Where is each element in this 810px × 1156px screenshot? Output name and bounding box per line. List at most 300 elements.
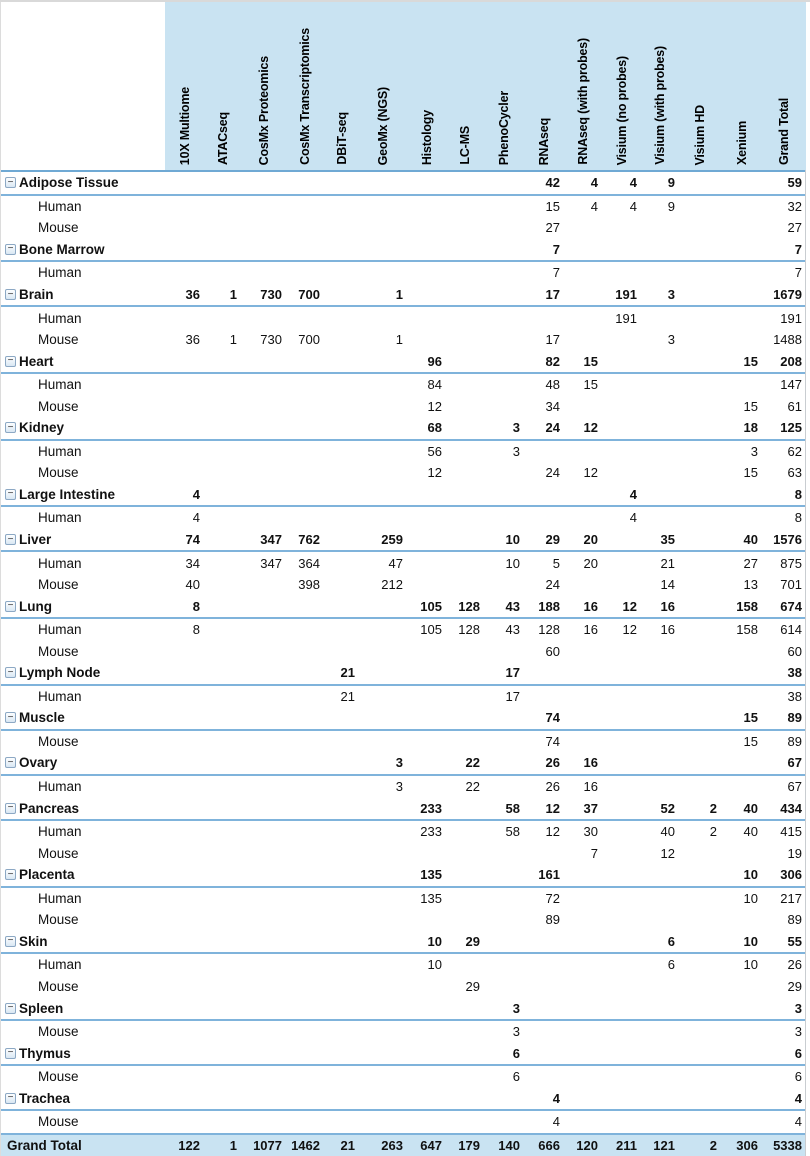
value-cell-grand-total[interactable]: 1679 <box>773 287 802 302</box>
row-label-cell[interactable] <box>1 1091 165 1106</box>
value-cell-dbit-seq[interactable]: 21 <box>340 665 355 681</box>
row-label-cell[interactable] <box>1 779 165 794</box>
column-header-rnaseq-with-probes[interactable] <box>564 2 602 170</box>
value-cell-visium-with-probes[interactable]: 21 <box>660 555 675 571</box>
table-row-human-32 <box>1 888 805 910</box>
value-cell-histology[interactable]: 233 <box>420 824 442 840</box>
row-label-cell[interactable] <box>1 801 165 816</box>
value-cell-phenocycler[interactable]: 58 <box>505 800 520 816</box>
value-cell-10x-multiome[interactable]: 34 <box>185 555 200 571</box>
value-cell-lc-ms[interactable]: 179 <box>458 1137 480 1153</box>
value-cell-phenocycler[interactable]: 3 <box>512 420 520 436</box>
value-cell-rnaseq[interactable]: 27 <box>545 220 560 236</box>
value-cell-histology[interactable]: 96 <box>427 353 442 369</box>
value-cell-xenium[interactable]: 15 <box>743 710 758 726</box>
value-cell-lc-ms[interactable]: 29 <box>465 933 480 949</box>
value-cell-grand-total[interactable]: 67 <box>787 779 802 795</box>
value-cell-grand-total[interactable]: 434 <box>780 800 802 816</box>
collapse-icon[interactable]: − <box>5 422 16 433</box>
value-cell-rnaseq[interactable]: 26 <box>545 779 560 795</box>
value-cell-cosmx-proteomics[interactable]: 730 <box>260 332 282 348</box>
value-cell-cosmx-transcriptomics[interactable]: 1462 <box>291 1137 320 1153</box>
table-row-human-9 <box>1 374 805 396</box>
collapse-icon[interactable]: − <box>5 534 16 545</box>
table-row-human-4 <box>1 262 805 284</box>
value-cell-histology[interactable]: 10 <box>427 933 442 949</box>
column-header-visium-no-probes[interactable] <box>602 2 641 170</box>
value-cell-rnaseq[interactable]: 7 <box>552 241 560 257</box>
collapse-icon[interactable]: − <box>5 757 16 768</box>
row-label-cell[interactable] <box>1 599 165 614</box>
value-cell-rnaseq-with-probes[interactable]: 16 <box>583 755 598 771</box>
value-cell-phenocycler[interactable]: 10 <box>505 555 520 571</box>
value-cell-visium-with-probes[interactable]: 12 <box>660 845 675 861</box>
value-cell-histology[interactable]: 12 <box>427 465 442 481</box>
row-label-cell[interactable] <box>1 846 165 861</box>
collapse-icon[interactable]: − <box>5 869 16 880</box>
value-cell-visium-with-probes[interactable]: 35 <box>660 532 675 548</box>
column-header-cosmx-transcriptomics[interactable] <box>286 2 324 170</box>
value-cell-grand-total[interactable]: 125 <box>780 420 802 436</box>
row-label-cell[interactable] <box>1 510 165 525</box>
value-cell-phenocycler[interactable]: 43 <box>505 598 520 614</box>
row-label-cell[interactable] <box>1 1024 165 1039</box>
table-row-skin <box>1 931 805 955</box>
row-label-cell[interactable] <box>1 332 165 347</box>
value-cell-rnaseq-with-probes[interactable]: 16 <box>583 598 598 614</box>
row-label-cell[interactable] <box>1 689 165 704</box>
column-header-visium-with-probes[interactable] <box>641 2 679 170</box>
value-cell-phenocycler[interactable]: 6 <box>512 1069 520 1085</box>
value-cell-grand-total[interactable]: 217 <box>780 890 802 906</box>
value-cell-xenium[interactable]: 13 <box>743 577 758 593</box>
value-cell-geomx-ngs[interactable]: 47 <box>388 555 403 571</box>
value-cell-rnaseq-with-probes[interactable]: 30 <box>583 824 598 840</box>
collapse-icon[interactable]: − <box>5 601 16 612</box>
value-cell-histology[interactable]: 84 <box>427 377 442 393</box>
value-cell-visium-with-probes[interactable]: 6 <box>667 933 675 949</box>
value-cell-rnaseq[interactable]: 24 <box>545 577 560 593</box>
value-cell-rnaseq[interactable]: 42 <box>545 175 560 191</box>
column-header-cosmx-proteomics[interactable] <box>241 2 286 170</box>
value-cell-grand-total[interactable]: 59 <box>787 175 802 191</box>
row-label-cell[interactable] <box>1 311 165 326</box>
value-cell-visium-with-probes[interactable]: 9 <box>667 198 675 214</box>
value-cell-histology[interactable]: 135 <box>420 890 442 906</box>
value-cell-xenium[interactable]: 15 <box>743 465 758 481</box>
collapse-icon[interactable]: − <box>5 356 16 367</box>
row-label-cell[interactable] <box>1 665 165 680</box>
value-cell-grand-total[interactable]: 55 <box>787 933 802 949</box>
value-cell-phenocycler[interactable]: 17 <box>505 665 520 681</box>
value-cell-visium-with-probes[interactable]: 3 <box>667 332 675 348</box>
value-cell-grand-total[interactable]: 306 <box>780 867 802 883</box>
value-cell-atacseq[interactable]: 1 <box>229 1137 237 1153</box>
value-cell-xenium[interactable]: 15 <box>743 353 758 369</box>
column-header-lc-ms[interactable] <box>446 2 484 170</box>
row-label-cell[interactable] <box>1 734 165 749</box>
value-cell-10x-multiome[interactable]: 36 <box>185 287 200 302</box>
row-label-cell[interactable] <box>1 199 165 214</box>
value-cell-10x-multiome[interactable]: 74 <box>185 532 200 548</box>
row-label-cell[interactable] <box>1 220 165 235</box>
value-cell-phenocycler[interactable]: 10 <box>505 532 520 548</box>
value-cell-rnaseq-with-probes[interactable]: 16 <box>583 622 598 638</box>
value-cell-grand-total[interactable]: 6 <box>794 1069 802 1085</box>
value-cell-grand-total[interactable]: 38 <box>787 688 802 704</box>
value-cell-rnaseq[interactable]: 7 <box>552 265 560 281</box>
table-row-human-17 <box>1 552 805 574</box>
row-label: Mouse <box>38 465 79 481</box>
row-label-cell[interactable] <box>1 420 165 435</box>
value-cell-rnaseq-with-probes[interactable]: 120 <box>576 1137 598 1153</box>
value-cell-phenocycler[interactable]: 3 <box>512 1000 520 1016</box>
value-cell-rnaseq[interactable]: 74 <box>545 710 560 726</box>
value-cell-histology[interactable]: 68 <box>427 420 442 436</box>
value-cell-histology[interactable]: 56 <box>427 443 442 459</box>
value-cell-rnaseq[interactable]: 24 <box>545 465 560 481</box>
value-cell-rnaseq-with-probes[interactable]: 12 <box>583 420 598 436</box>
value-cell-rnaseq[interactable]: 15 <box>545 198 560 214</box>
column-header-grand-total[interactable] <box>762 2 806 170</box>
row-label-cell[interactable] <box>1 175 165 190</box>
row-label-cell[interactable] <box>1 465 165 480</box>
value-cell-10x-multiome[interactable]: 8 <box>192 622 200 638</box>
value-cell-visium-no-probes[interactable]: 4 <box>629 198 637 214</box>
value-cell-cosmx-transcriptomics[interactable]: 700 <box>298 332 320 348</box>
value-cell-visium-with-probes[interactable]: 40 <box>660 824 675 840</box>
value-cell-rnaseq[interactable]: 12 <box>545 800 560 816</box>
row-label-cell[interactable] <box>1 957 165 972</box>
value-cell-histology[interactable]: 105 <box>420 622 442 638</box>
collapse-icon[interactable]: − <box>5 1093 16 1104</box>
value-cell-grand-total[interactable]: 19 <box>787 845 802 861</box>
value-cell-phenocycler[interactable]: 140 <box>498 1137 520 1153</box>
row-label-cell[interactable] <box>1 265 165 280</box>
value-cell-xenium[interactable]: 40 <box>743 800 758 816</box>
row-label-cell[interactable] <box>1 755 165 770</box>
value-cell-cosmx-transcriptomics[interactable]: 398 <box>298 577 320 593</box>
value-cell-rnaseq[interactable]: 24 <box>545 420 560 436</box>
row-label-cell[interactable] <box>1 444 165 459</box>
value-cell-lc-ms[interactable]: 22 <box>465 755 480 771</box>
collapse-icon[interactable]: − <box>5 667 16 678</box>
value-cell-rnaseq[interactable]: 4 <box>552 1114 560 1130</box>
row-label-cell[interactable] <box>1 287 165 302</box>
value-cell-grand-total[interactable]: 191 <box>780 310 802 326</box>
value-cell-xenium[interactable]: 18 <box>743 420 758 436</box>
value-cell-visium-with-probes[interactable]: 16 <box>660 622 675 638</box>
value-cell-phenocycler[interactable]: 6 <box>512 1045 520 1061</box>
value-cell-rnaseq[interactable]: 89 <box>545 912 560 928</box>
value-cell-rnaseq[interactable]: 12 <box>545 824 560 840</box>
collapse-icon[interactable]: − <box>5 1048 16 1059</box>
column-header-xenium[interactable] <box>721 2 762 170</box>
table-row-bone-marrow <box>1 239 805 263</box>
value-cell-xenium[interactable]: 40 <box>743 824 758 840</box>
column-header-atacseq[interactable] <box>204 2 241 170</box>
value-cell-rnaseq[interactable]: 34 <box>545 398 560 414</box>
row-label-cell[interactable] <box>1 399 165 414</box>
value-cell-grand-total[interactable]: 147 <box>780 377 802 393</box>
value-cell-10x-multiome[interactable]: 8 <box>192 598 200 614</box>
row-label: Human <box>38 779 82 795</box>
collapse-icon[interactable]: − <box>5 489 16 500</box>
value-cell-grand-total[interactable]: 26 <box>787 957 802 973</box>
value-cell-grand-total[interactable]: 5338 <box>773 1137 802 1153</box>
value-cell-geomx-ngs[interactable]: 263 <box>381 1137 403 1153</box>
value-cell-phenocycler[interactable]: 58 <box>505 824 520 840</box>
value-cell-grand-total[interactable]: 89 <box>787 710 802 726</box>
value-cell-atacseq[interactable]: 1 <box>229 287 237 302</box>
value-cell-histology[interactable]: 233 <box>420 800 442 816</box>
value-cell-xenium[interactable]: 158 <box>736 622 758 638</box>
value-cell-xenium[interactable]: 10 <box>743 867 758 883</box>
value-cell-histology[interactable]: 135 <box>420 867 442 883</box>
value-cell-10x-multiome[interactable]: 4 <box>192 486 200 502</box>
value-cell-histology[interactable]: 12 <box>427 398 442 414</box>
column-header-dbit-seq[interactable] <box>324 2 359 170</box>
value-cell-visium-hd[interactable]: 2 <box>709 1137 717 1153</box>
value-cell-grand-total[interactable]: 63 <box>787 465 802 481</box>
value-cell-rnaseq-with-probes[interactable]: 15 <box>583 377 598 393</box>
value-cell-grand-total[interactable]: 4 <box>794 1090 802 1106</box>
value-cell-cosmx-proteomics[interactable]: 347 <box>260 532 282 548</box>
value-cell-phenocycler[interactable]: 17 <box>505 688 520 704</box>
row-label-cell[interactable] <box>1 242 165 257</box>
value-cell-lc-ms[interactable]: 128 <box>458 622 480 638</box>
value-cell-xenium[interactable]: 10 <box>743 933 758 949</box>
value-cell-phenocycler[interactable]: 3 <box>512 443 520 459</box>
row-label-cell[interactable] <box>1 979 165 994</box>
value-cell-geomx-ngs[interactable]: 3 <box>395 779 403 795</box>
value-cell-visium-no-probes[interactable]: 12 <box>622 598 637 614</box>
value-cell-visium-no-probes[interactable]: 191 <box>615 287 637 302</box>
value-cell-geomx-ngs[interactable]: 212 <box>381 577 403 593</box>
value-cell-histology[interactable]: 10 <box>427 957 442 973</box>
row-label-cell[interactable] <box>1 824 165 839</box>
value-cell-geomx-ngs[interactable]: 1 <box>395 287 403 302</box>
value-cell-visium-with-probes[interactable]: 16 <box>660 598 675 614</box>
value-cell-grand-total[interactable]: 89 <box>787 912 802 928</box>
value-cell-rnaseq[interactable]: 82 <box>545 353 560 369</box>
row-label-cell[interactable] <box>1 1069 165 1084</box>
value-cell-grand-total[interactable]: 875 <box>780 555 802 571</box>
row-label-cell[interactable] <box>1 487 165 502</box>
value-cell-dbit-seq[interactable]: 21 <box>340 1137 355 1153</box>
table-row-grand-total <box>1 1133 805 1156</box>
value-cell-visium-no-probes[interactable]: 211 <box>616 1137 637 1153</box>
value-cell-rnaseq-with-probes[interactable]: 12 <box>583 465 598 481</box>
collapse-icon[interactable]: − <box>5 1003 16 1014</box>
row-label-cell[interactable] <box>1 1114 165 1129</box>
value-cell-rnaseq[interactable]: 5 <box>552 555 560 571</box>
value-cell-rnaseq[interactable]: 29 <box>545 532 560 548</box>
value-cell-10x-multiome[interactable]: 40 <box>185 577 200 593</box>
row-label-cell[interactable] <box>1 577 165 592</box>
value-cell-geomx-ngs[interactable]: 1 <box>395 332 403 348</box>
table-row-muscle <box>1 707 805 731</box>
column-header-rnaseq[interactable] <box>524 2 564 170</box>
value-cell-rnaseq[interactable]: 26 <box>545 755 560 771</box>
value-cell-rnaseq-with-probes[interactable]: 4 <box>590 198 598 214</box>
row-label-cell[interactable] <box>1 622 165 637</box>
value-cell-rnaseq[interactable]: 17 <box>545 287 560 302</box>
value-cell-cosmx-transcriptomics[interactable]: 762 <box>298 532 320 548</box>
row-label-cell[interactable] <box>1 867 165 882</box>
value-cell-rnaseq[interactable]: 48 <box>545 377 560 393</box>
value-cell-lc-ms[interactable]: 22 <box>465 779 480 795</box>
collapse-icon[interactable]: − <box>5 712 16 723</box>
value-cell-grand-total[interactable]: 89 <box>787 733 802 749</box>
value-cell-grand-total[interactable]: 6 <box>794 1045 802 1061</box>
value-cell-rnaseq[interactable]: 128 <box>538 622 560 638</box>
value-cell-10x-multiome[interactable]: 4 <box>192 510 200 526</box>
value-cell-grand-total[interactable]: 7 <box>794 265 802 281</box>
value-cell-lc-ms[interactable]: 128 <box>458 598 480 614</box>
value-cell-grand-total[interactable]: 415 <box>780 824 802 840</box>
value-cell-grand-total[interactable]: 61 <box>787 398 802 414</box>
value-cell-visium-with-probes[interactable]: 121 <box>653 1137 675 1153</box>
row-label-cell[interactable] <box>1 644 165 659</box>
value-cell-lc-ms[interactable]: 29 <box>465 978 480 994</box>
value-cell-10x-multiome[interactable]: 36 <box>185 332 200 348</box>
value-cell-visium-no-probes[interactable]: 4 <box>629 486 637 502</box>
value-cell-phenocycler[interactable]: 3 <box>512 1024 520 1040</box>
value-cell-phenocycler[interactable]: 43 <box>505 622 520 638</box>
value-cell-grand-total[interactable]: 1576 <box>773 532 802 548</box>
value-cell-rnaseq-with-probes[interactable]: 15 <box>583 353 598 369</box>
column-header-histology[interactable] <box>407 2 446 170</box>
row-label-cell[interactable] <box>1 532 165 547</box>
value-cell-visium-with-probes[interactable]: 14 <box>660 577 675 593</box>
value-cell-grand-total[interactable]: 614 <box>780 622 802 638</box>
row-label-cell[interactable] <box>1 354 165 369</box>
row-label-cell[interactable] <box>1 1138 165 1153</box>
value-cell-cosmx-proteomics[interactable]: 1077 <box>253 1137 282 1153</box>
value-cell-visium-with-probes[interactable]: 6 <box>667 957 675 973</box>
value-cell-grand-total[interactable]: 208 <box>780 353 802 369</box>
value-cell-geomx-ngs[interactable]: 259 <box>381 532 403 548</box>
value-cell-grand-total[interactable]: 60 <box>787 643 802 659</box>
value-cell-xenium[interactable]: 10 <box>743 957 758 973</box>
row-label-cell[interactable] <box>1 1001 165 1016</box>
value-cell-visium-hd[interactable]: 2 <box>709 824 717 840</box>
value-cell-rnaseq-with-probes[interactable]: 37 <box>583 800 598 816</box>
row-label-cell[interactable] <box>1 556 165 571</box>
value-cell-visium-no-probes[interactable]: 4 <box>629 510 637 526</box>
value-cell-xenium[interactable]: 306 <box>736 1137 758 1153</box>
value-cell-grand-total[interactable]: 62 <box>787 443 802 459</box>
row-label: Kidney <box>19 420 65 436</box>
value-cell-grand-total[interactable]: 7 <box>794 241 802 257</box>
value-cell-rnaseq-with-probes[interactable]: 20 <box>583 532 598 548</box>
value-cell-grand-total[interactable]: 1488 <box>773 332 802 348</box>
value-cell-atacseq[interactable]: 1 <box>229 332 237 348</box>
value-cell-grand-total[interactable]: 8 <box>794 486 802 502</box>
value-cell-10x-multiome[interactable]: 122 <box>178 1137 200 1153</box>
collapse-icon[interactable]: − <box>5 177 16 188</box>
value-cell-grand-total[interactable]: 38 <box>787 665 802 681</box>
value-cell-grand-total[interactable]: 3 <box>794 1000 802 1016</box>
value-cell-rnaseq-with-probes[interactable]: 7 <box>590 845 598 861</box>
value-cell-cosmx-proteomics[interactable]: 347 <box>260 555 282 571</box>
value-cell-visium-with-probes[interactable]: 52 <box>660 800 675 816</box>
value-cell-dbit-seq[interactable]: 21 <box>340 688 355 704</box>
value-cell-rnaseq[interactable]: 72 <box>545 890 560 906</box>
value-cell-visium-no-probes[interactable]: 12 <box>622 622 637 638</box>
value-cell-visium-no-probes[interactable]: 191 <box>615 310 637 326</box>
value-cell-rnaseq-with-probes[interactable]: 16 <box>583 779 598 795</box>
value-cell-grand-total[interactable]: 8 <box>794 510 802 526</box>
collapse-icon[interactable]: − <box>5 936 16 947</box>
column-header-label: GeoMx (NGS) <box>376 86 390 165</box>
column-header-10x-multiome[interactable] <box>165 2 204 170</box>
value-cell-geomx-ngs[interactable]: 3 <box>395 755 403 771</box>
value-cell-xenium[interactable]: 3 <box>750 443 758 459</box>
collapse-icon[interactable]: − <box>5 244 16 255</box>
value-cell-rnaseq[interactable]: 161 <box>538 867 560 883</box>
table-row-human-20 <box>1 619 805 641</box>
value-cell-cosmx-transcriptomics[interactable]: 700 <box>298 287 320 302</box>
row-label-cell[interactable] <box>1 377 165 392</box>
value-cell-rnaseq[interactable]: 60 <box>545 643 560 659</box>
value-cell-cosmx-transcriptomics[interactable]: 364 <box>298 555 320 571</box>
value-cell-rnaseq-with-probes[interactable]: 20 <box>583 555 598 571</box>
value-cell-histology[interactable]: 647 <box>420 1137 442 1153</box>
value-cell-grand-total[interactable]: 27 <box>787 220 802 236</box>
row-label-cell[interactable] <box>1 1046 165 1061</box>
value-cell-xenium[interactable]: 158 <box>736 598 758 614</box>
value-cell-grand-total[interactable]: 32 <box>787 198 802 214</box>
row-label: Human <box>38 555 82 571</box>
collapse-icon[interactable]: − <box>5 803 16 814</box>
column-header-geomx-ngs[interactable] <box>359 2 407 170</box>
value-cell-visium-with-probes[interactable]: 9 <box>667 175 675 191</box>
collapse-icon[interactable]: − <box>5 289 16 300</box>
value-cell-xenium[interactable]: 15 <box>743 398 758 414</box>
value-cell-rnaseq[interactable]: 17 <box>545 332 560 348</box>
value-cell-grand-total[interactable]: 701 <box>780 577 802 593</box>
value-cell-xenium[interactable]: 15 <box>743 733 758 749</box>
value-cell-histology[interactable]: 105 <box>420 598 442 614</box>
value-cell-xenium[interactable]: 27 <box>743 555 758 571</box>
value-cell-grand-total[interactable]: 29 <box>787 978 802 994</box>
row-label-cell[interactable] <box>1 710 165 725</box>
value-cell-rnaseq-with-probes[interactable]: 4 <box>590 175 598 191</box>
value-cell-visium-hd[interactable]: 2 <box>709 800 717 816</box>
value-cell-rnaseq[interactable]: 666 <box>538 1137 560 1153</box>
table-row-human-29 <box>1 821 805 843</box>
value-cell-grand-total[interactable]: 3 <box>794 1024 802 1040</box>
value-cell-rnaseq[interactable]: 4 <box>552 1090 560 1106</box>
value-cell-grand-total[interactable]: 67 <box>787 755 802 771</box>
value-cell-rnaseq[interactable]: 188 <box>538 598 560 614</box>
value-cell-cosmx-proteomics[interactable]: 730 <box>260 287 282 302</box>
value-cell-grand-total[interactable]: 4 <box>794 1114 802 1130</box>
value-cell-xenium[interactable]: 40 <box>743 532 758 548</box>
column-header-phenocycler[interactable] <box>484 2 524 170</box>
value-cell-visium-no-probes[interactable]: 4 <box>629 175 637 191</box>
row-label-cell[interactable] <box>1 912 165 927</box>
column-header-visium-hd[interactable] <box>679 2 721 170</box>
value-cell-grand-total[interactable]: 674 <box>780 598 802 614</box>
row-label-cell[interactable] <box>1 934 165 949</box>
value-cell-rnaseq[interactable]: 74 <box>545 733 560 749</box>
row-label-cell[interactable] <box>1 891 165 906</box>
value-cell-visium-with-probes[interactable]: 3 <box>667 287 675 302</box>
value-cell-xenium[interactable]: 10 <box>743 890 758 906</box>
